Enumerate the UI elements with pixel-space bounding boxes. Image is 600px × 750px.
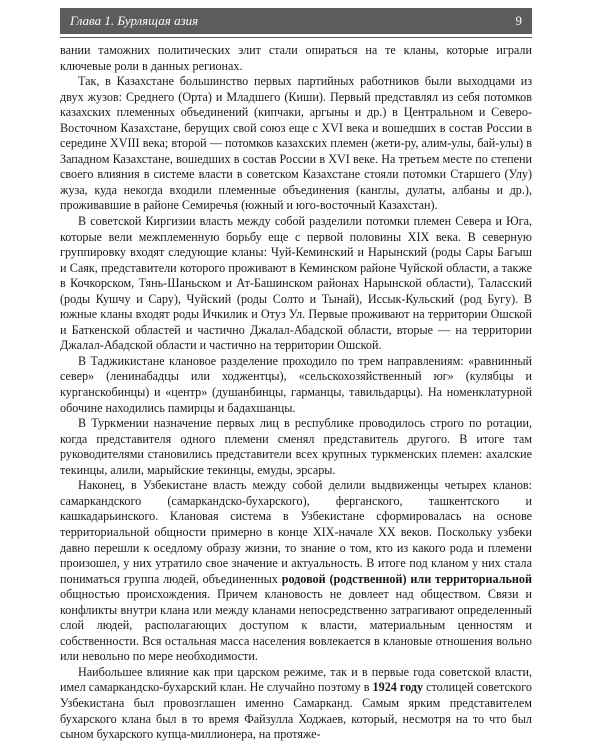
text-run: Наконец, в Узбекистане власть между собой делили выдвиженцы четырех кланов: самаркандского (самаркандско-бухарского), ферганского, ташкентского и кашкадарьинского. Клановая система в Узбекистане сформировалась на основе территориальной общности примерно в конце XIX-начале XX веков. Поскольку узбеки давно перешли к оседлому образу жизни, то знание о том, кто из какого рода и племени произошел, у них утратило свое значение и актуальность. В итоге под кланом у них стала пониматься группа людей, объединенных <box>60 478 532 586</box>
paragraph <box>60 665 532 743</box>
header-rule <box>60 37 532 38</box>
paragraph <box>60 478 532 665</box>
chapter-header-bar <box>60 8 532 34</box>
page-number: 9 <box>515 13 522 28</box>
paragraph <box>60 74 532 214</box>
text-run: Так, в Казахстане большинство первых партийных работников были выходцами из двух жузов: Среднего (Орта) и Младшего (Киши). Первый представлял из себя потомков казахских племенных объединений (кипчаки, аргыны и др.) в Центральном и Северо-Восточном Казахстане, берущих свой союз еще с XVI века и вошедших в состав России в середине XVIII века; второй — потомков казахских племен (жети-ру, алим-улы, бай-улы) в Западном Казахстане, вошедших в состав России в XVI веке. На третьем месте по степени своего влияния в системе власти в советском Казахстане стояли потомки Старшего (Улу) жуза, куда некогда входили племенные объединения (канглы, дулаты, албаны и др.), проживавшие в районе Семиречья (южный и юго-восточный Казахстан). <box>60 74 532 213</box>
body-text <box>60 43 532 743</box>
paragraph <box>60 43 532 74</box>
chapter-title: Глава 1. Бурлящая азия <box>70 13 199 28</box>
text-run: вании таможних политических элит стали опираться на те кланы, которые играли ключевые роли в данных регионах. <box>60 43 532 73</box>
text-run: Наибольшее влияние как при царском режиме, так и в первые года советской власти, имел самаркандско-бухарский клан. Не случайно поэтому в <box>60 664 532 695</box>
bold-text: 1924 году <box>372 680 424 695</box>
paragraph <box>60 416 532 478</box>
text-run: В Таджикистане клановое разделение проходило по трем направлениям: «равнинный север» (ленинабадцы или ходжентцы), «сельскохозяйственный юг» (кулябцы и курганскобинцы) и «центр» (душанбинцы, гарманцы, тавильдарцы). На номенклатурной обочине находились памирцы и бадахшанцы. <box>60 353 532 415</box>
text-run: общностью происхождения. Причем клановость не довлеет над обществом. Связи и конфликты внутри клана или между кланами непосредственно затрагивают определенный слой людей, располагающих доступом к власти, материальным ценностям и собственности. Вся остальная масса населения вовлекается в клановые отношения вольно или невольно по мере необходимости. <box>60 587 532 664</box>
paragraph <box>60 214 532 354</box>
text-run: В советской Киргизии власть между собой разделили потомки племен Севера и Юга, которые вели межплеменную борьбу еще с первой половины XIX века. В северную группировку входят следующие кланы: Чуй-Кеминский и Нарынский (роды Сары Багыш и Саяк, представители которого проживают в Кеминском районе Чуйской области, а также в Кочкорском, Тянь-Шаньском и Ат-Башинском районах Нарынской области), Таласский (роды Кушчу и Сару), Чуйский (роды Солто и Тынай), Иссык-Кульский (род Бугу). В южные кланы входят роды Ичкилик и Отуз Ул. Первые проживают на территории Ошской и Баткенской областей и частично Джалал-Абадской области, вторые — на территории Джалал-Абадской области и частично на территории Ошской. <box>60 214 532 353</box>
paragraph <box>60 354 532 416</box>
text-run: столицей советского Узбекистана был провозглашен именно Самарканд. Самым ярким представителем бухарского клана был в то время Файзулла Ходжаев, который, несмотря на то что был сыном бухарского купца-миллионера, на протяже- <box>60 680 533 742</box>
bold-text: родовой (родственной) или территориальной <box>281 571 532 586</box>
text-run: В Туркмении назначение первых лиц в республике проводилось строго по ротации, когда представителя одного племени сменял представитель другого. В итоге там руководителями становились представители всех крупных туркменских племен: ахалские текинцы, алили, марыйские текинцы, емуды, эрсары. <box>60 416 532 477</box>
